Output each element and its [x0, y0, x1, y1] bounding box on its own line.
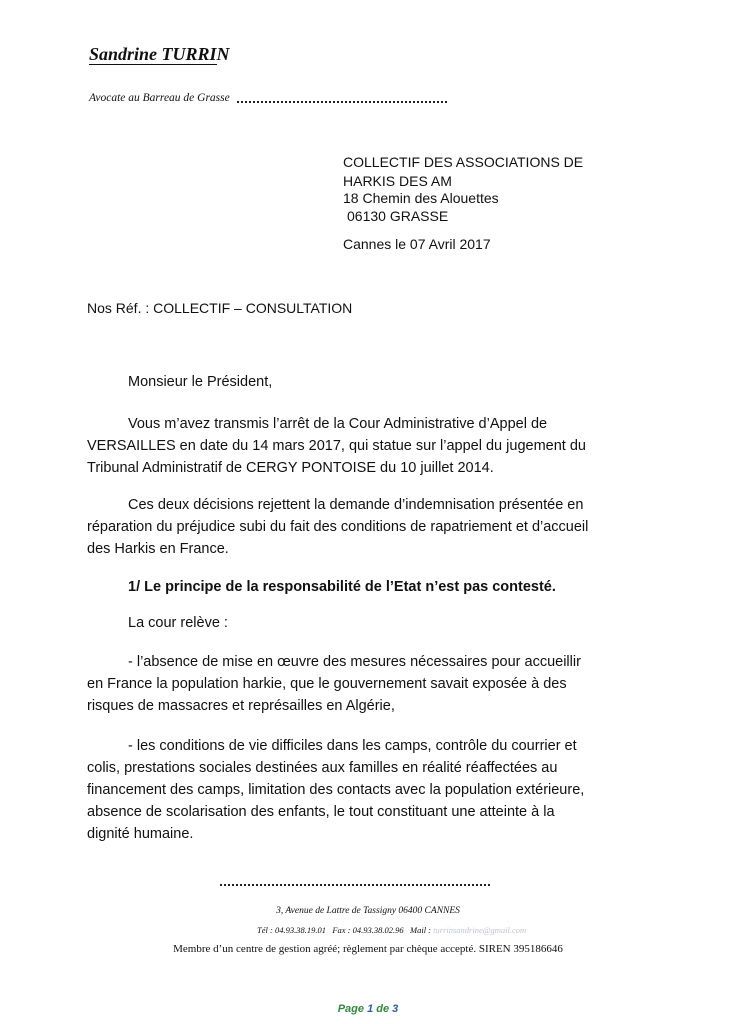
- page-total: 3: [392, 1003, 399, 1015]
- bullet-1-line: risques de massacres et représailles en Algérie,: [87, 698, 395, 714]
- bullet-2: [87, 735, 647, 845]
- letterhead-dotted-rule: [237, 101, 447, 103]
- footer-mail-value: turrinsandrine@gmail.com: [433, 925, 527, 935]
- recipient-line-4: 06130 GRASSE: [347, 208, 449, 224]
- footer-tel: Tél : 04.93.38.19.01: [257, 925, 326, 935]
- footer-contact: [257, 925, 526, 935]
- page-number: [0, 1003, 736, 1015]
- bullet-2-line: colis, prestations sociales destinées aux familles en réalité réaffectées au: [87, 760, 558, 776]
- paragraph-2-line: Ces deux décisions rejettent la demande d’indemnisation présentée en: [128, 497, 584, 513]
- bullet-2-line: financement des camps, limitation des contacts avec la population extérieure,: [87, 782, 585, 798]
- footer-fax: Fax : 04.93.38.02.96: [332, 925, 404, 935]
- footer-address: 3, Avenue de Lattre de Tassigny 06400 CANNES: [276, 906, 460, 916]
- bullet-1-line: en France la population harkie, que le gouvernement savait exposée à des: [87, 676, 567, 692]
- salutation: Monsieur le Président,: [128, 374, 273, 390]
- lawyer-title: Avocate au Barreau de Grasse: [89, 92, 230, 104]
- lawyer-name: Sandrine TURRIN: [89, 44, 230, 64]
- recipient-line-3: 18 Chemin des Alouettes: [343, 190, 499, 206]
- bullet-2-line: absence de scolarisation des enfants, le tout constituant une atteinte à la: [87, 804, 555, 820]
- page-current: 1: [367, 1003, 374, 1015]
- section-heading: 1/ Le principe de la responsabilité de l’Etat n’est pas contesté.: [128, 579, 556, 595]
- paragraph-1-line: Vous m’avez transmis l’arrêt de la Cour Administrative d’Appel de: [128, 416, 548, 432]
- court-notes-intro: La cour relève :: [128, 615, 228, 631]
- bullet-2-line: - les conditions de vie difficiles dans les camps, contrôle du courrier et: [128, 738, 577, 754]
- paragraph-2-line: des Harkis en France.: [87, 541, 229, 557]
- footer-mail-label: Mail :: [410, 925, 432, 935]
- letter-date: Cannes le 07 Avril 2017: [343, 236, 491, 252]
- bullet-1-line: - l’absence de mise en œuvre des mesures nécessaires pour accueillir: [128, 654, 581, 670]
- recipient-line-2: HARKIS DES AM: [343, 173, 452, 189]
- paragraph-1-line: Tribunal Administratif de CERGY PONTOISE du 10 juillet 2014.: [87, 460, 494, 476]
- paragraph-2-line: réparation du préjudice subi du fait des conditions de rapatriement et d’accueil: [87, 519, 589, 535]
- bullet-2-line: dignité humaine.: [87, 826, 194, 842]
- reference-line: Nos Réf. : COLLECTIF – CONSULTATION: [87, 300, 353, 316]
- recipient-line-1: COLLECTIF DES ASSOCIATIONS DE: [343, 154, 584, 170]
- paragraph-1-line: VERSAILLES en date du 14 mars 2017, qui statue sur l’appel du jugement du: [87, 438, 586, 454]
- page-word: Page: [337, 1003, 364, 1015]
- page-of-word: de: [376, 1003, 390, 1015]
- paragraph-1: [87, 413, 647, 479]
- lawyer-name-underline: [89, 64, 217, 65]
- footer-dotted-rule: [220, 884, 490, 886]
- bullet-1: [87, 651, 647, 717]
- footer-membership: Membre d’un centre de gestion agréé; règlement par chèque accepté. SIREN 395186646: [173, 943, 563, 955]
- paragraph-2: [87, 494, 647, 560]
